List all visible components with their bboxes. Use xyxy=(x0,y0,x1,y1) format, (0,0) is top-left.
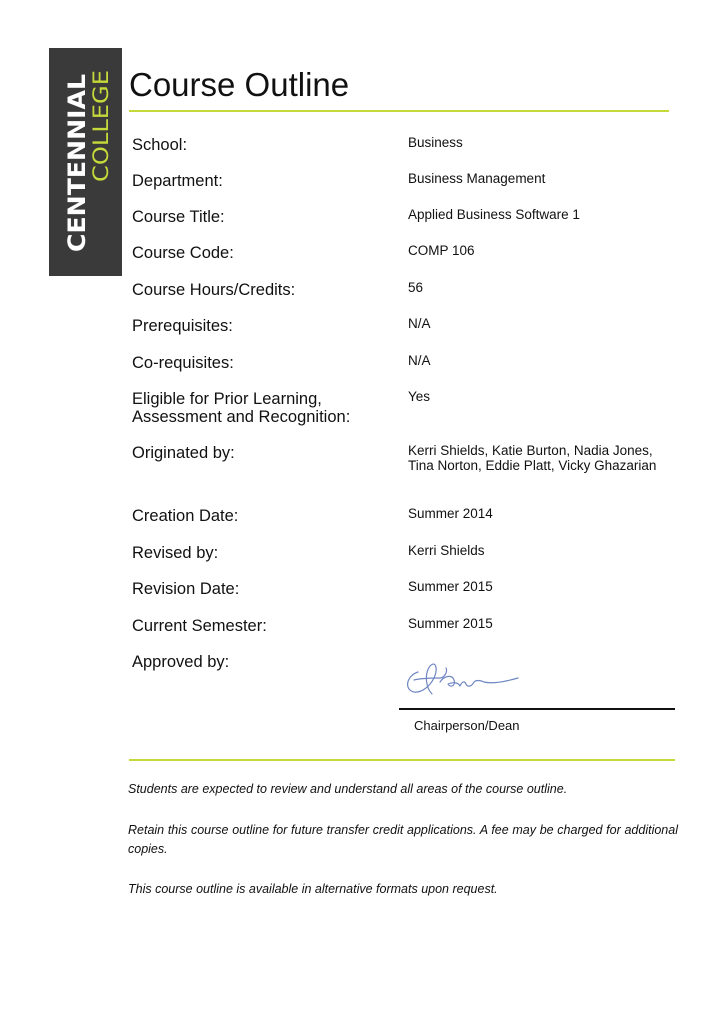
field-label: Revised by: xyxy=(132,544,219,562)
page-title: Course Outline xyxy=(129,66,350,103)
field-value: N/A xyxy=(408,316,431,331)
note-review: Students are expected to review and understand all areas of the course outline. xyxy=(128,782,568,796)
field-value: Yes xyxy=(408,389,431,404)
notes-divider xyxy=(129,759,675,761)
field-value: Kerri Shields, Katie Burton, Nadia Jones, Tina Norton, Eddie Platt, Vicky Ghazarian xyxy=(408,443,657,473)
note-alternative-formats: This course outline is available in alternative formats upon request. xyxy=(128,882,498,896)
field-value: Business xyxy=(408,135,463,150)
field-value: N/A xyxy=(408,353,431,368)
signature-image xyxy=(400,642,530,702)
title-divider xyxy=(129,110,669,112)
field-label: Co-requisites: xyxy=(132,354,234,372)
logo-text-centennial: CENTENNIAL xyxy=(63,82,91,252)
field-label: Course Title: xyxy=(132,208,225,226)
field-value: 56 xyxy=(408,280,424,295)
field-label: Department: xyxy=(132,172,223,190)
field-value: Summer 2014 xyxy=(408,506,493,521)
field-value: Summer 2015 xyxy=(408,616,493,631)
field-value: Kerri Shields xyxy=(408,543,485,558)
field-label: Approved by: xyxy=(132,653,230,671)
signature-caption: Chairperson/Dean xyxy=(414,718,520,733)
field-label: Originated by: xyxy=(132,444,235,462)
field-label: Prerequisites: xyxy=(132,317,233,335)
college-logo xyxy=(49,48,122,276)
field-label: Revision Date: xyxy=(132,580,240,598)
note-retain: Retain this course outline for future transfer credit applications. A fee may be charged for additional copies. xyxy=(128,823,678,856)
field-value: Applied Business Software 1 xyxy=(408,207,580,222)
field-label: Course Hours/Credits: xyxy=(132,281,296,299)
logo-text-college: COLLEGE xyxy=(89,84,113,182)
field-label: Current Semester: xyxy=(132,617,267,635)
field-value: COMP 106 xyxy=(408,243,475,258)
field-value: Summer 2015 xyxy=(408,579,493,594)
field-value: Business Management xyxy=(408,171,546,186)
field-label: Course Code: xyxy=(132,244,234,262)
field-label: School: xyxy=(132,136,188,154)
field-label: Creation Date: xyxy=(132,507,239,525)
field-label: Eligible for Prior Learning, Assessment and Recognition: xyxy=(132,390,351,426)
signature-line xyxy=(399,708,675,710)
